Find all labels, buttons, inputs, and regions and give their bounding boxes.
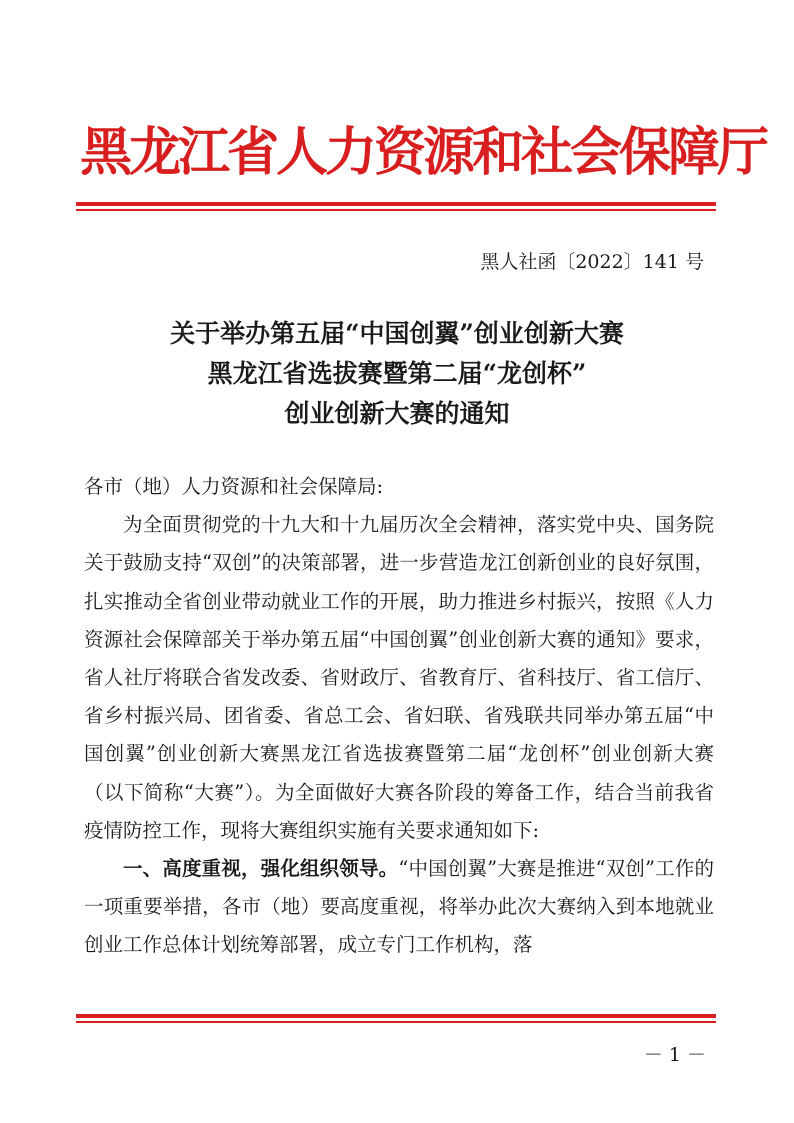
footer-red-rule-thin [76, 1021, 716, 1023]
footer-red-rule-thick [76, 1014, 716, 1018]
document-title [60, 314, 734, 434]
paragraph-section-1 [84, 850, 714, 965]
document-body [84, 468, 714, 965]
page-number: － 1 － [643, 1044, 706, 1066]
title-line-1: 关于举办第五届“中国创翼”创业创新大赛 [170, 319, 624, 348]
section-1-text: “中国创翼”大赛是推进“双创”工作的一项重要举措，各市（地）要高度重视，将举办此次大赛纳入到本地就业创业工作总体计划统筹部署，成立专门工作机构，落 [84, 857, 714, 957]
header-red-rule-thick [76, 202, 716, 206]
title-line-3: 创业创新大赛的通知 [284, 399, 510, 428]
document-number: 黑人社函〔2022〕141 号 [480, 251, 704, 273]
title-line-2: 黑龙江省选拔赛暨第二届“龙创杯” [207, 359, 587, 388]
section-1-heading: 一、高度重视，强化组织领导。 [123, 857, 399, 881]
issuing-authority-header: 黑龙江省人力资源和社会保障厅 [80, 122, 767, 183]
header-red-rule-thin [76, 209, 716, 211]
paragraph-intro: 为全面贯彻党的十九大和十九届历次全会精神，落实党中央、国务院关于鼓励支持“双创”的决策部署，进一步营造龙江创新创业的良好氛围，扎实推动全省创业带动就业工作的开展，助力推进乡村振兴，按照《人力资源社会保障部关于举办第五届“中国创翼”创业创新大赛的通知》要求，省人社厅将联合省发改委、省财政厅、省教育厅、省科技厅、省工信厅、省乡村振兴局、团省委、省总工会、省妇联、省残联共同举办第五届“中国创翼”创业创新大赛黑龙江省选拔赛暨第二届“龙创杯”创业创新大赛（以下简称“大赛”）。为全面做好大赛各阶段的筹备工作，结合当前我省疫情防控工作，现将大赛组织实施有关要求通知如下: [84, 513, 714, 842]
salutation: 各市（地）人力资源和社会保障局: [84, 475, 384, 498]
